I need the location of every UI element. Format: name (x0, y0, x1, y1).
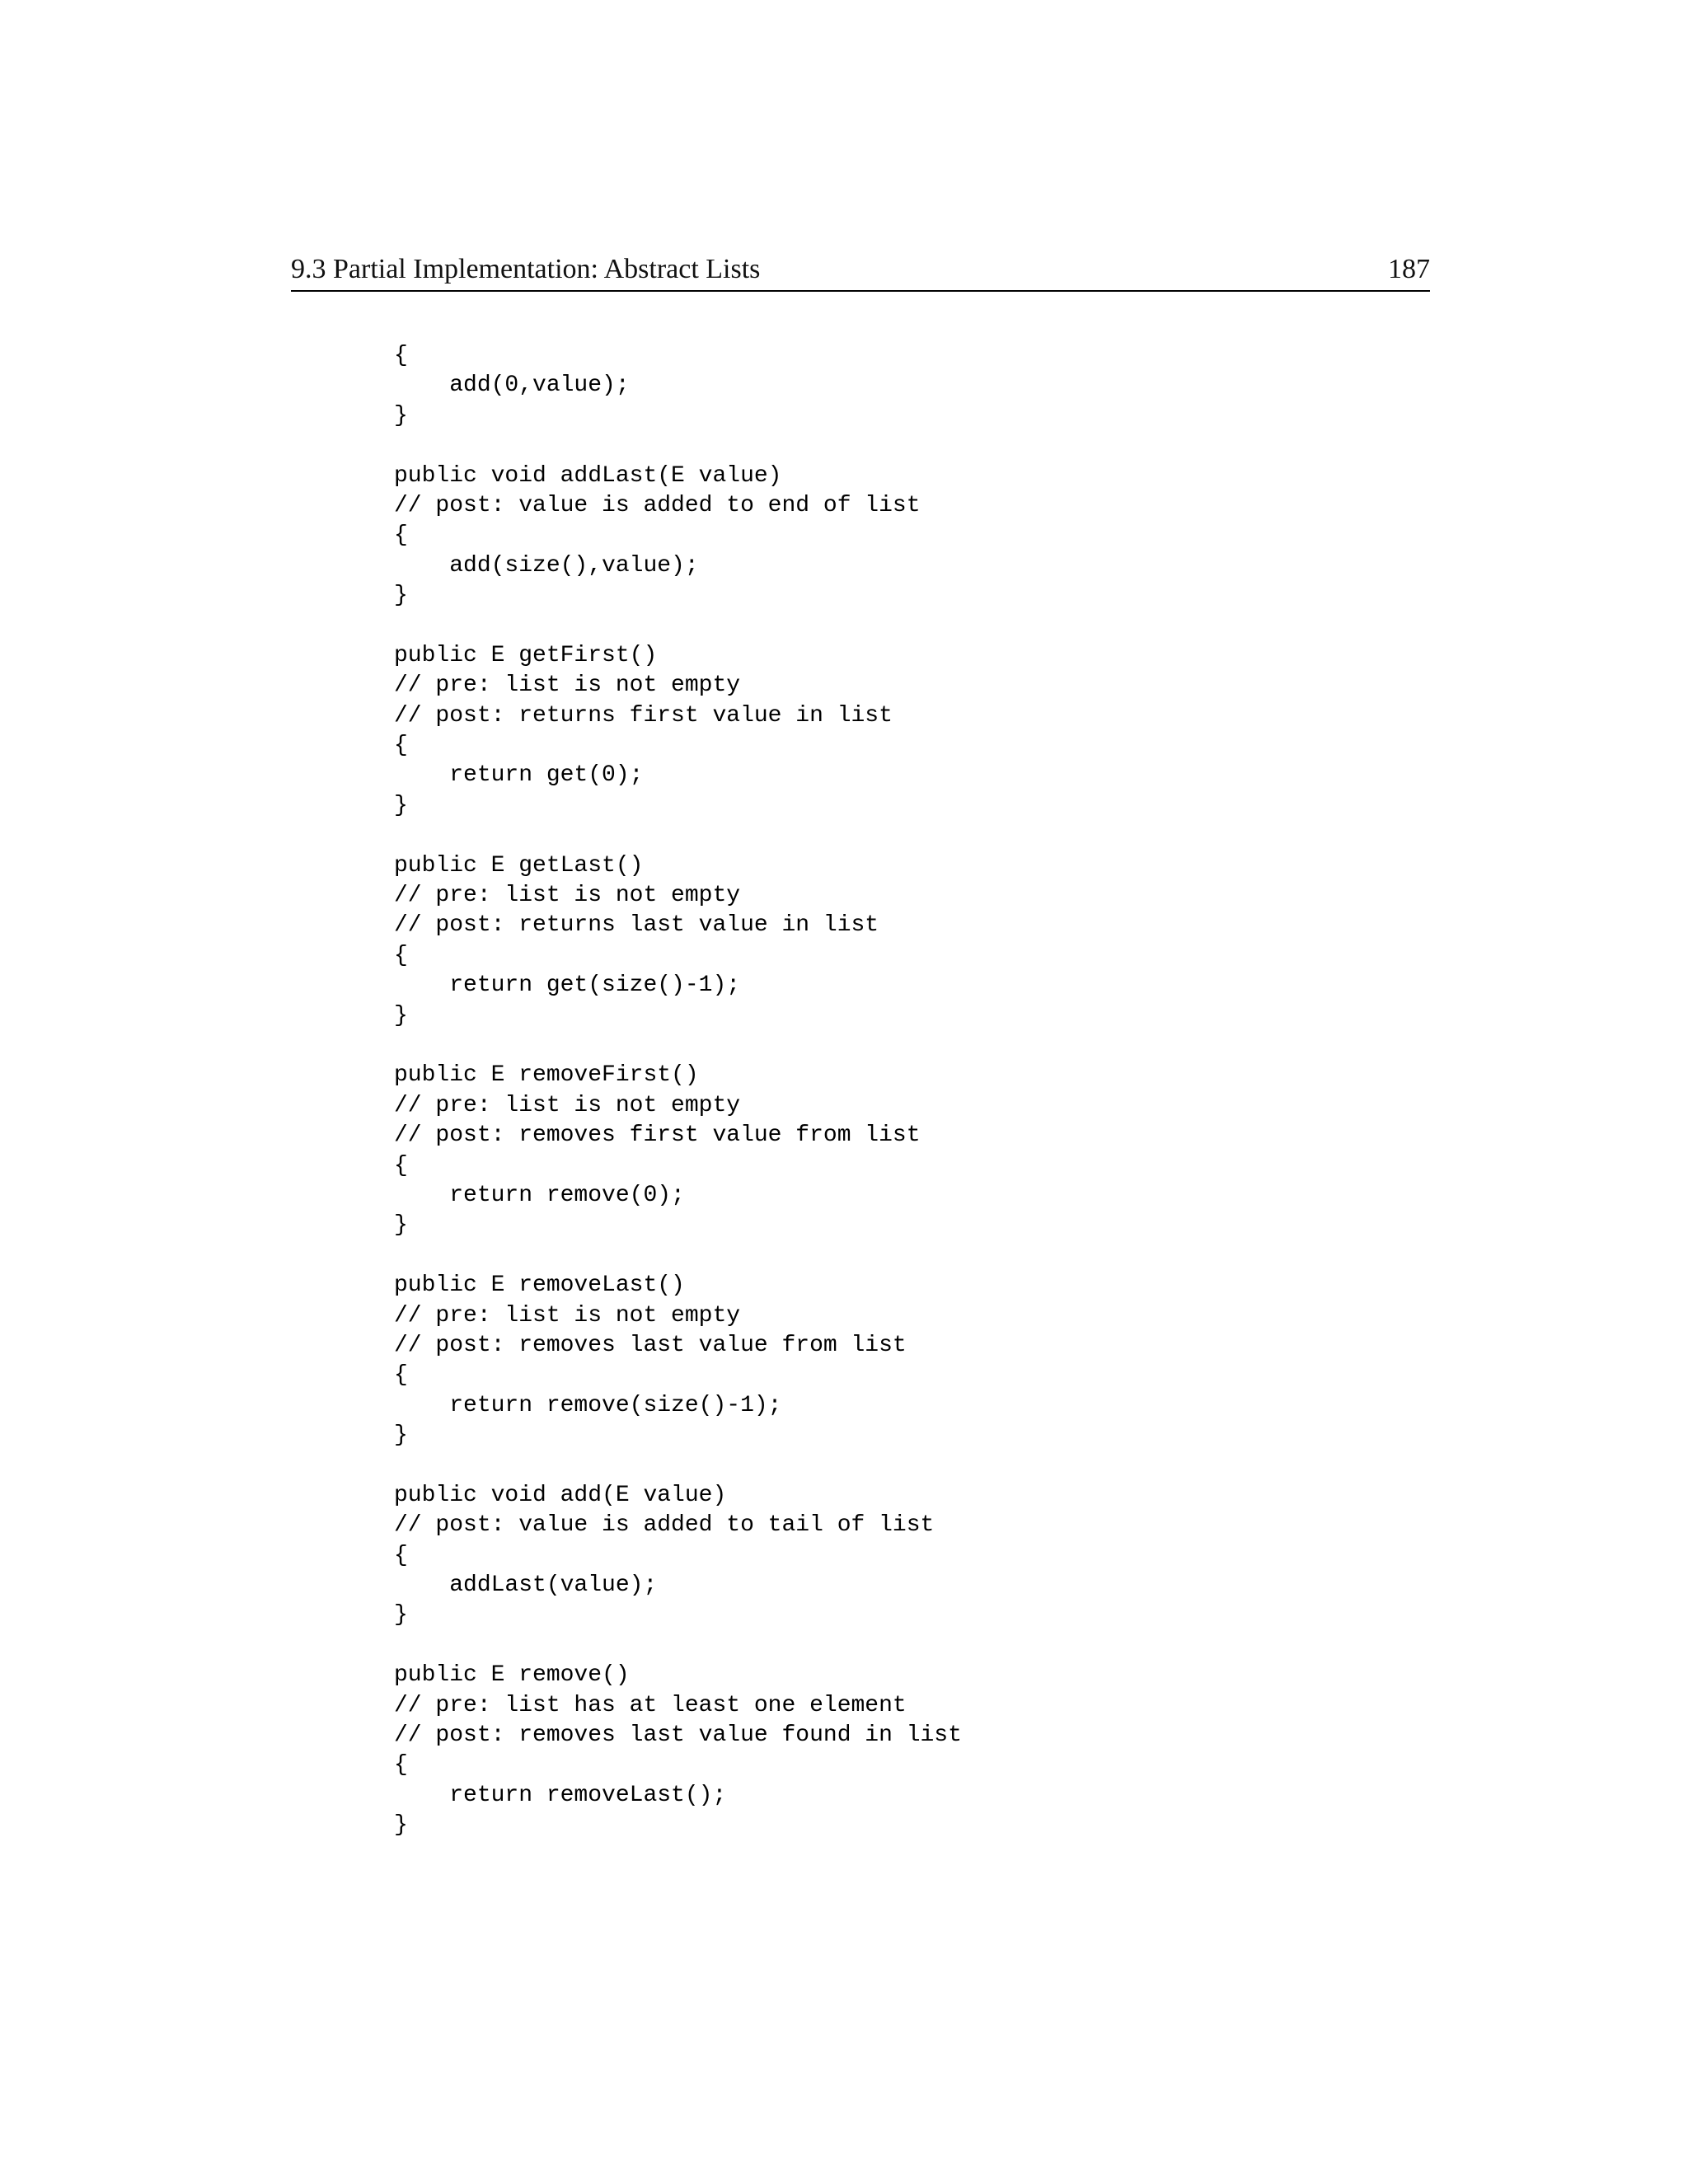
code-line: public E remove() (394, 1662, 630, 1689)
page-number: 187 (1388, 254, 1430, 284)
code-line (394, 612, 962, 641)
code-line: { (394, 733, 408, 759)
code-line: { (394, 942, 408, 968)
code-line: { (394, 1152, 408, 1179)
code-line: public void addLast(E value) (394, 462, 782, 489)
code-line: // post: returns first value in list (394, 702, 893, 729)
code-line: { (394, 523, 408, 549)
code-line: { (394, 343, 408, 368)
code-line: // pre: list is not empty (394, 1092, 741, 1118)
code-line: } (394, 402, 408, 429)
code-line: return remove(size()-1); (394, 1392, 782, 1418)
code-line: } (394, 1602, 408, 1629)
code-line: } (394, 1212, 408, 1239)
code-line (394, 821, 962, 851)
code-line: public E getFirst() (394, 642, 658, 668)
code-line: return removeLast(); (394, 1782, 727, 1808)
code-line: return get(0); (394, 762, 644, 789)
code-line: // post: removes last value found in list (394, 1722, 962, 1748)
section-title: 9.3 Partial Implementation: Abstract Lists (291, 254, 761, 284)
code-line: // pre: list is not empty (394, 883, 741, 909)
code-line: // pre: list has at least one element (394, 1692, 907, 1718)
code-line: return remove(0); (394, 1182, 685, 1208)
code-line: addLast(value); (394, 1572, 658, 1599)
code-listing (394, 341, 962, 1841)
code-line: // post: removes last value from list (394, 1332, 907, 1358)
code-line: { (394, 1542, 408, 1568)
running-header (291, 247, 1430, 292)
code-line: } (394, 1002, 408, 1029)
code-line: public void add(E value) (394, 1482, 727, 1508)
code-line: } (394, 1812, 408, 1839)
code-line: add(size(),value); (394, 552, 699, 579)
code-line: // post: value is added to tail of list (394, 1512, 935, 1539)
code-line: public E getLast() (394, 852, 644, 879)
code-line: // pre: list is not empty (394, 1302, 741, 1329)
code-line: } (394, 792, 408, 818)
code-line: public E removeLast() (394, 1272, 685, 1299)
code-line: public E removeFirst() (394, 1062, 699, 1089)
code-line: } (394, 1422, 408, 1449)
code-line (394, 1631, 962, 1661)
code-line (394, 1241, 962, 1271)
code-line: return get(size()-1); (394, 972, 741, 999)
code-line: // post: value is added to end of list (394, 492, 921, 518)
code-line: { (394, 1362, 408, 1389)
code-line: { (394, 1752, 408, 1779)
code-line: } (394, 583, 408, 609)
code-line (394, 1451, 962, 1480)
code-line (394, 431, 962, 461)
code-line (394, 1031, 962, 1061)
code-line: // pre: list is not empty (394, 673, 741, 699)
code-line: // post: returns last value in list (394, 912, 879, 939)
code-line: // post: removes first value from list (394, 1122, 921, 1149)
code-line: add(0,value); (394, 373, 630, 399)
